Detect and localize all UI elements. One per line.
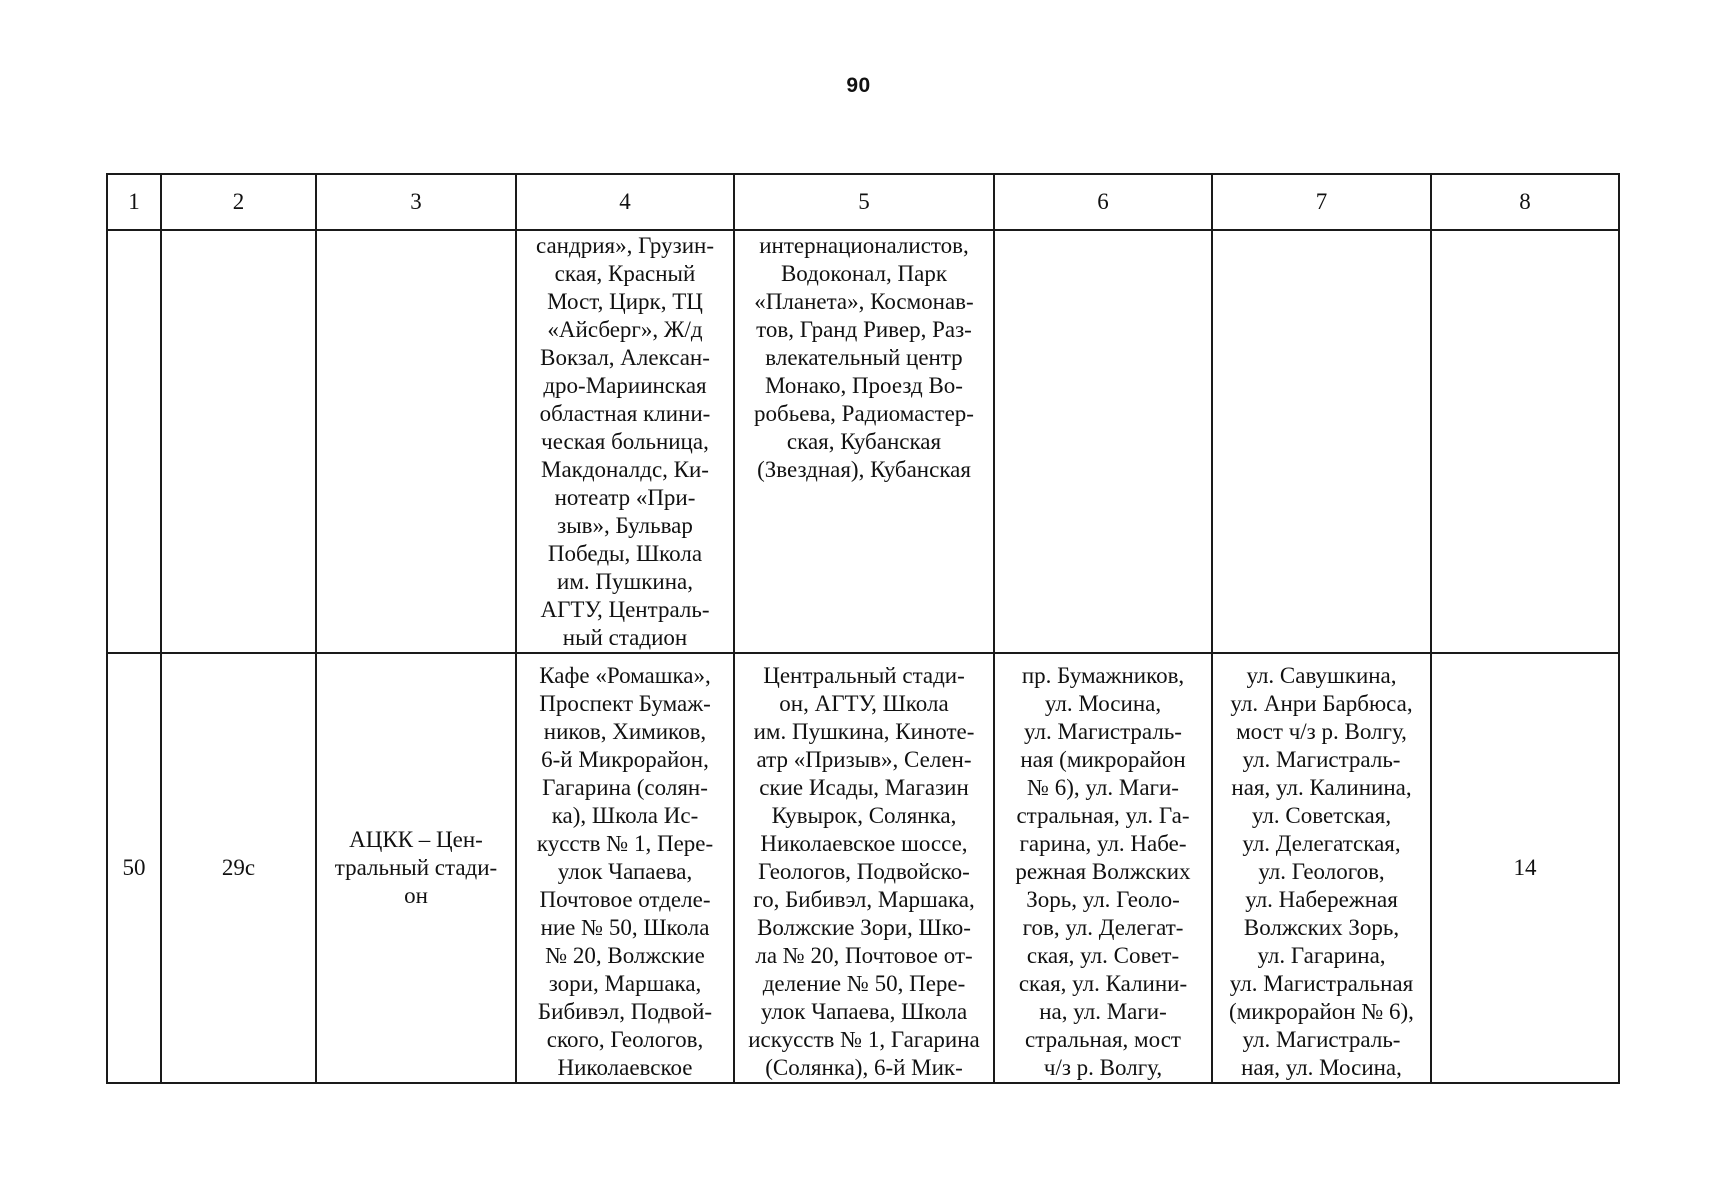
table-cell — [316, 653, 516, 1083]
table-cell — [734, 653, 994, 1083]
route-number: 29с — [221, 855, 256, 880]
column-header: 2 — [161, 174, 316, 230]
table-cell — [1212, 230, 1431, 653]
table-row — [107, 653, 1619, 1083]
stops-forward-text: Кафе «Ромашка», Проспект Бумаж- ников, Химиков, 6-й Микрорайон, Гагарина (солян- ка), Школа Ис- кусств № 1, Пере- улок Чапаева, Почтовое отделе- ние № 50, Школа № 20, Волжские зори, Маршака, Бибивэл, Подвой- ского, Геологов, Николаевское — [536, 663, 714, 1080]
table-cell — [316, 230, 516, 653]
table-header-row — [107, 174, 1619, 230]
table-cell — [516, 230, 734, 653]
table-cell — [1431, 230, 1619, 653]
table-cell — [1212, 653, 1431, 1083]
streets-backward-text: ул. Савушкина, ул. Анри Барбюса, мост ч/з р. Волгу, ул. Магистраль- ная, ул. Калинина, ул. Советская, ул. Делегатская, ул. Геологов, ул. Набережная Волжских Зорь, ул. Гагарина, ул. Магистральная (микрорайон № 6), ул. Магистраль- ная, ул. Мосина, — [1229, 663, 1414, 1080]
column-header: 3 — [316, 174, 516, 230]
table-cell — [734, 230, 994, 653]
stops-backward-text: интернационалистов, Водоконал, Парк «Планета», Космонав- тов, Гранд Ривер, Раз- влекательный центр Монако, Проезд Во- робьева, Радиомастер- ская, Кубанская (Звездная), Кубанская — [754, 233, 974, 482]
table-cell — [161, 230, 316, 653]
column-header: 8 — [1431, 174, 1619, 230]
table-cell — [161, 653, 316, 1083]
column-header: 5 — [734, 174, 994, 230]
row-number: 50 — [122, 855, 146, 880]
page-number: 90 — [846, 74, 871, 97]
table-cell — [994, 230, 1212, 653]
stops-backward-text: Центральный стади- он, АГТУ, Школа им. Пушкина, Киноте- атр «Призыв», Селен- ские Исады, Магазин Кувырок, Солянка, Николаевское шоссе, Геологов, Подвойско- го, Бибивэл, Маршака, Волжские Зори, Шко- ла № 20, Почтовое от- деление № 50, Пере- улок Чапаева, Школа искусств № 1, Гагарина (Солянка), 6-й Мик- — [748, 663, 980, 1080]
route-table — [106, 173, 1620, 1084]
table-cell — [1431, 653, 1619, 1083]
route-length-value: 14 — [1513, 855, 1537, 880]
table-cell — [107, 653, 161, 1083]
column-header: 7 — [1212, 174, 1431, 230]
table-cell — [107, 230, 161, 653]
table-row — [107, 230, 1619, 653]
column-header: 6 — [994, 174, 1212, 230]
column-header: 4 — [516, 174, 734, 230]
column-header: 1 — [107, 174, 161, 230]
route-name: АЦКК – Цен- тральный стади- он — [334, 827, 498, 908]
streets-forward-text: пр. Бумажников, ул. Мосина, ул. Магистраль- ная (микрорайон № 6), ул. Маги- стральная, ул. Га- гарина, ул. Набе- режная Волжских Зорь, ул. Геоло- гов, ул. Делегат- ская, ул. Совет- ская, ул. Калини- на, ул. Маги- стральная, мост ч/з р. Волгу, — [1015, 663, 1191, 1080]
stops-forward-text: сандрия», Грузин- ская, Красный Мост, Цирк, ТЦ «Айсберг», Ж/д Вокзал, Алексан- дро-Мариинская областная клини- ческая больница, Макдоналдс, Ки- нотеатр «При- зыв», Бульвар Победы, Школа им. Пушкина, АГТУ, Централь- ный стадион — [535, 233, 714, 650]
table-cell — [994, 653, 1212, 1083]
table-cell — [516, 653, 734, 1083]
